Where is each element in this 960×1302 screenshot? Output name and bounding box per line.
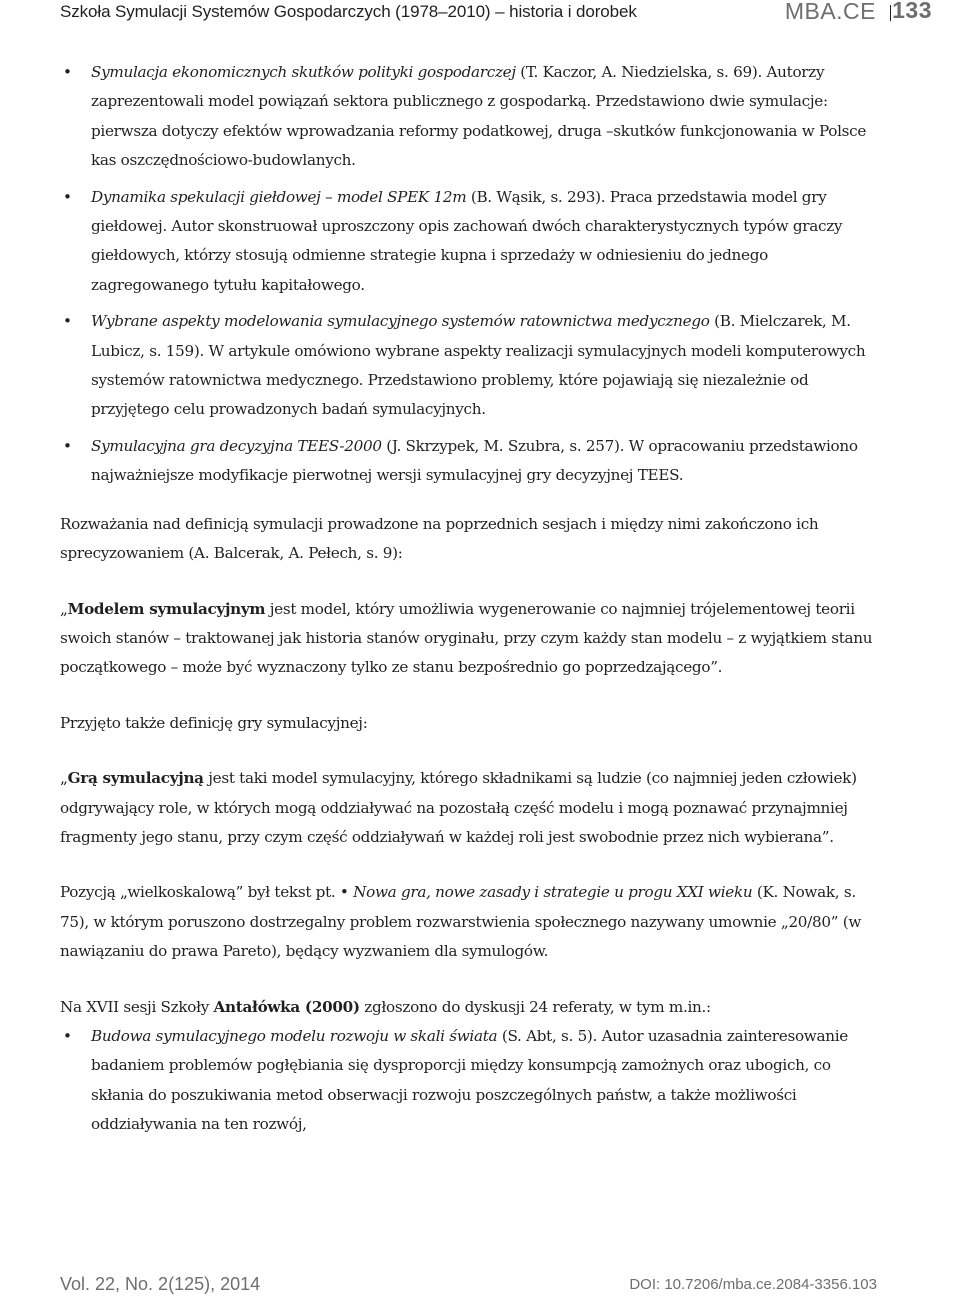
article-body bbox=[60, 58, 880, 1147]
paper-title: Symulacja ekonomicznych skutków polityki gospodarczej bbox=[91, 63, 516, 81]
list-item bbox=[60, 58, 880, 176]
quote-game-definition bbox=[60, 764, 880, 852]
paper-title: Symulacyjna gra decyzyjna TEES-2000 bbox=[91, 436, 382, 455]
paper-title: Budowa symulacyjnego modelu rozwoju w skali świata bbox=[91, 1026, 498, 1045]
page-number: 133 bbox=[892, 0, 932, 23]
paragraph-game-definition-intro: Przyjęto także definicję gry symulacyjnej: bbox=[60, 713, 368, 732]
list-item bbox=[60, 183, 880, 301]
page-header bbox=[0, 0, 960, 34]
journal-name: MBA.CE bbox=[784, 0, 876, 24]
paper-description: (B. Mielczarek, M. Lubicz, s. 159). W artykule omówiono wybrane aspekty realizacji symulacyjnych modeli komputerowych systemów ratownictwa medycznego. Przedstawiono problemy, które pojawiają się niezależnie od przyjętego celu prowadzonych badań symulacyjnych. bbox=[91, 312, 866, 419]
page-footer bbox=[0, 1272, 960, 1302]
quote-open-mark: „ bbox=[60, 769, 68, 788]
paper-title: Nowa gra, nowe zasady i strategie u progu XXI wieku bbox=[353, 883, 753, 902]
defined-term: Grą symulacyjną bbox=[67, 769, 204, 788]
paper-title: Wybrane aspekty modelowania symulacyjnego systemów ratownictwa medycznego bbox=[91, 312, 710, 331]
text-run: Pozycją „wielkoskalową” był tekst pt. • bbox=[60, 883, 354, 902]
paper-description: (T. Kaczor, A. Niedzielska, s. 69). Autorzy zaprezentowali model powiązań sektora publicznego z gospodarką. Przedstawiono dwie symulacje: pierwsza dotyczy efektów wprowadzania reformy podatkowej, druga –skutków funkcjonowania w Polsce kas oszczędnościowo-budowlanych. bbox=[91, 63, 867, 170]
definition-text: jest taki model symulacyjny, którego składnikami są ludzie (co najmniej jeden człowiek) odgrywający role, w których mogą oddziaływać na pozostałą część modelu i mogą poznawać przynajmniej fragmenty jego stanu, przy czym część oddziaływań w każdej roli jest swobodnie przez nich wybierana”. bbox=[60, 769, 857, 846]
text-run: (K. Nowak, s. 75), w którym poruszono dostrzegalny problem rozwarstwienia społecznego nazywany umownie „20/80” (w nawiązaniu do prawa Pareto), będący wyzwaniem dla symulogów. bbox=[60, 883, 862, 961]
list-item bbox=[60, 1022, 880, 1140]
defined-term: Modelem symulacyjnym bbox=[67, 599, 266, 618]
paragraph-large-scale-position bbox=[60, 878, 880, 966]
quote-open-mark: „ bbox=[60, 599, 68, 618]
text-run: Na XVII sesji Szkoły bbox=[60, 997, 214, 1016]
paragraph-xvii-session bbox=[60, 993, 880, 1022]
paper-description: (J. Skrzypek, M. Szubra, s. 257). W opracowaniu przedstawiono najważniejsze modyfikacje pierwotnej wersji symulacyjnej gry decyzyjnej TEES. bbox=[91, 436, 858, 485]
paper-list-1 bbox=[60, 58, 880, 491]
running-title: Szkoła Symulacji Systemów Gospodarczych (1978–2010) – historia i dorobek bbox=[60, 2, 637, 21]
header-separator bbox=[890, 5, 892, 21]
list-item bbox=[60, 307, 880, 425]
paper-description: (S. Abt, s. 5). Autor uzasadnia zainteresowanie badaniem problemów pogłębiania się dysproporcji między konsumpcją zamożnych oraz ubogich, co skłania do poszukiwania metod obserwacji rozwoju poszczególnych państw, a także możliwości oddziaływania na ten rozwój, bbox=[91, 1026, 848, 1134]
paper-description: (B. Wąsik, s. 293). Praca przedstawia model gry giełdowej. Autor skonstruował uproszczony opis zachowań dwóch charakterystycznych typów graczy giełdowych, którzy stosują odmienne strategie kupna i sprzedaży w odniesieniu do jednego zagregowanego tytułu kapitałowego. bbox=[91, 187, 843, 294]
paper-list-2 bbox=[60, 1022, 880, 1140]
volume-info: Vol. 22, No. 2(125), 2014 bbox=[60, 1274, 261, 1294]
paragraph-definitions: Rozważania nad definicją symulacji prowadzone na poprzednich sesjach i między nimi zakończono ich sprecyzowaniem (A. Balcerak, A. Pełech, s. 9): bbox=[60, 514, 819, 563]
paper-title: Dynamika spekulacji giełdowej – model SPEK 12m bbox=[91, 187, 467, 206]
doi: DOI: 10.7206/mba.ce.2084-3356.103 bbox=[629, 1276, 877, 1293]
definition-text: jest model, który umożliwia wygenerowanie co najmniej trójelementowej teorii swoich stanów – traktowanej jak historia stanów oryginału, przy czym każdy stan modelu – z wyjątkiem stanu początkowego – może być wyznaczony tylko ze stanu bezpośrednio go poprzedzającego”. bbox=[60, 599, 873, 677]
list-item bbox=[60, 432, 880, 491]
quote-model-definition bbox=[60, 595, 880, 683]
text-run: zgłoszono do dyskusji 24 referaty, w tym m.in.: bbox=[359, 997, 711, 1016]
session-name: Antałówka (2000) bbox=[213, 997, 360, 1016]
